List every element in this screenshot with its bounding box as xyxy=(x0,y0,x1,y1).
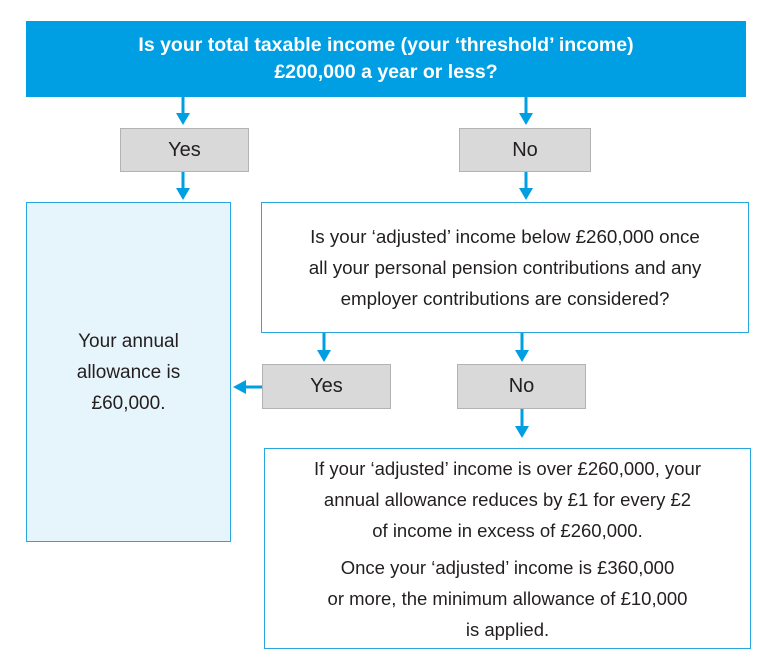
arrow-head xyxy=(519,113,533,125)
arrow-head xyxy=(176,113,190,125)
note-line: annual allowance reduces by £1 for every £2 xyxy=(323,488,692,510)
arrow-head xyxy=(519,188,533,200)
question-line: employer contributions are considered? xyxy=(340,288,670,309)
arrow-head xyxy=(515,426,529,438)
answer-label: No xyxy=(512,138,538,161)
arrow-head xyxy=(176,188,190,200)
question-line: £200,000 a year or less? xyxy=(274,61,498,83)
answer-label: No xyxy=(508,375,535,397)
answer-label: Yes xyxy=(168,138,201,161)
answer-yes-adjusted xyxy=(262,364,391,409)
answer-label: Yes xyxy=(310,375,343,397)
question-line: Is your ‘adjusted’ income below £260,000 once xyxy=(310,226,700,247)
arrow-head xyxy=(317,350,331,362)
tapered-allowance-note xyxy=(264,448,751,649)
note-line: If your ‘adjusted’ income is over £260,000, your xyxy=(313,457,701,479)
note-line: of income in excess of £260,000. xyxy=(372,519,643,541)
arrow-head xyxy=(233,380,246,394)
answer-yes-threshold xyxy=(120,128,249,172)
minimum-allowance-paragraph xyxy=(328,552,688,645)
result-line: Your annual xyxy=(78,330,179,352)
taper-paragraph xyxy=(314,453,701,546)
annual-allowance-result xyxy=(26,202,231,542)
note-line: or more, the minimum allowance of £10,000 xyxy=(327,587,688,609)
note-line: Once your ‘adjusted’ income is £360,000 xyxy=(340,556,675,578)
question-line: all your personal pension contributions and any xyxy=(308,257,702,278)
note-line: is applied. xyxy=(465,618,550,640)
arrow-head xyxy=(515,350,529,362)
result-line: allowance is xyxy=(76,361,181,383)
answer-no-threshold xyxy=(459,128,591,172)
adjusted-income-question xyxy=(261,202,749,333)
question-line: Is your total taxable income (your ‘threshold’ income) xyxy=(138,34,634,56)
threshold-income-question xyxy=(26,21,746,97)
result-line: £60,000. xyxy=(91,392,166,414)
answer-no-adjusted xyxy=(457,364,586,409)
